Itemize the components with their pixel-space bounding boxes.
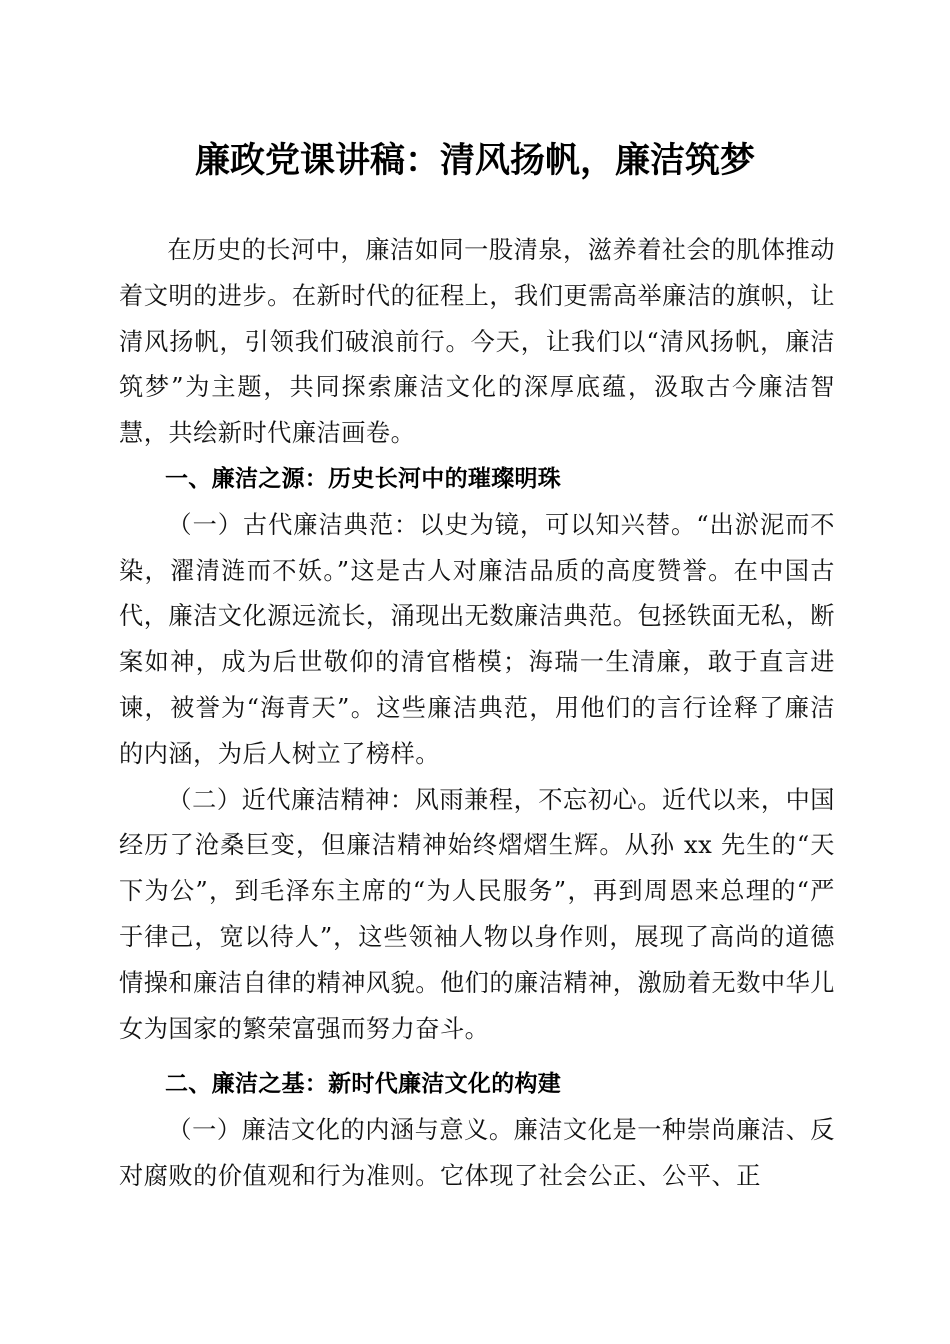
section-1-paragraph-2: （二）近代廉洁精神：风雨兼程，不忘初心。近代以来，中国经历了沧桑巨变，但廉洁精神始终熠熠生辉。从孙 xx 先生的“天下为公”，到毛泽东主席的“为人民服务”，再到周恩来总理的“严于律己，宽以待人”，这些领袖人物以身作则，展现了高尚的道德情操和廉洁自律的精神风貌。他们的廉洁精神，激励着无数中华儿女为国家的繁荣富强而努力奋斗。 xyxy=(119,785,835,1043)
section-2-paragraph-1: （一）廉洁文化的内涵与意义。廉洁文化是一种崇尚廉洁、反对腐败的价值观和行为准则。它体现了社会公正、公平、正 xyxy=(119,1116,835,1190)
intro-paragraph: 在历史的长河中，廉洁如同一股清泉，滋养着社会的肌体推动着文明的进步。在新时代的征程上，我们更需高举廉洁的旗帜，让清风扬帆，引领我们破浪前行。今天，让我们以“清风扬帆，廉洁筑梦”为主题，共同探索廉洁文化的深厚底蕴，汲取古今廉洁智慧，共绘新时代廉洁画卷。 xyxy=(119,236,835,448)
section-heading-1: 一、廉洁之源：历史长河中的璀璨明珠 xyxy=(165,465,562,492)
document-title: 廉政党课讲稿：清风扬帆，廉洁筑梦 xyxy=(194,140,755,181)
section-1-paragraph-1: （一）古代廉洁典范：以史为镜，可以知兴替。“出淤泥而不染，濯清涟而不妖。”这是古人对廉洁品质的高度赞誉。在中国古代，廉洁文化源远流长，涌现出无数廉洁典范。包拯铁面无私，断案如神，成为后世敬仰的清官楷模；海瑞一生清廉，敢于直言进谏，被誉为“海青天”。这些廉洁典范，用他们的言行诠释了廉洁的内涵，为后人树立了榜样。 xyxy=(119,510,835,768)
document-body xyxy=(119,228,835,1200)
section-heading-2: 二、廉洁之基：新时代廉洁文化的构建 xyxy=(165,1071,562,1098)
